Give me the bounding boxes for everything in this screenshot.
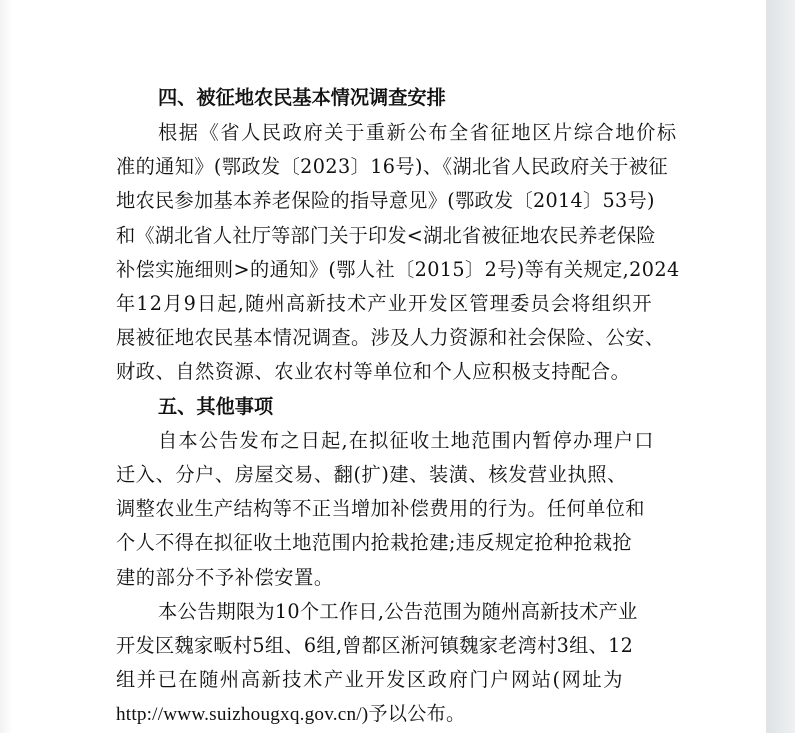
section-4-line-7: 展被征地农民基本情况调查。涉及人力资源和社会保险、公安、 [116,326,665,349]
section-5-para-2-line-2: 开发区魏家畈村5组、6组,曾都区淅河镇魏家老湾村3组、12 [116,634,634,657]
section-4-line-8: 财政、自然资源、农业农村等单位和个人应积极支持配合。 [116,360,631,383]
section-5-para-2-line-1: 本公告期限为10个工作日,公告范围为随州高新技术产业 [158,600,638,623]
section-4-line-2: 准的通知》(鄂政发〔2023〕16号)、《湖北省人民政府关于被征 [116,155,668,178]
section-5-para-2-line-3: 组并已在随州高新技术产业开发区政府门户网站(网址为 [116,668,624,691]
section-5-para-1-line-4: 个人不得在拟征收土地范围内抢栽抢建;违反规定抢种抢栽抢 [116,531,633,554]
section-5-para-2-line-4: http://www.suizhougxq.gov.cn/)予以公布。 [116,704,466,725]
section-4-heading: 四、被征地农民基本情况调查安排 [158,86,446,109]
section-5-heading: 五、其他事项 [158,395,274,418]
section-4-line-5: 补偿实施细则>的通知》(鄂人社〔2015〕2号)等有关规定,2024 [116,258,680,281]
section-4-line-6: 年12月9日起,随州高新技术产业开发区管理委员会将组织开 [116,292,653,315]
viewer-background [766,0,795,733]
section-4-line-3: 地农民参加基本养老保险的指导意见》(鄂政发〔2014〕53号) [116,189,655,212]
section-4-line-1: 根据《省人民政府关于重新公布全省征地区片综合地价标 [158,121,678,144]
section-5-para-1-line-2: 迁入、分户、房屋交易、翻(扩)建、装潢、核发营业执照、 [116,463,627,486]
section-5-para-1-line-1: 自本公告发布之日起,在拟征收土地范围内暂停办理户口 [158,429,655,452]
section-5-para-1-line-3: 调整农业生产结构等不正当增加补偿费用的行为。任何单位和 [116,497,645,520]
section-4-line-4: 和《湖北省人社厅等部门关于印发<湖北省被征地农民养老保险 [116,224,656,247]
page-left-edge [0,0,12,733]
section-5-para-1-line-5: 建的部分不予补偿安置。 [116,566,334,589]
